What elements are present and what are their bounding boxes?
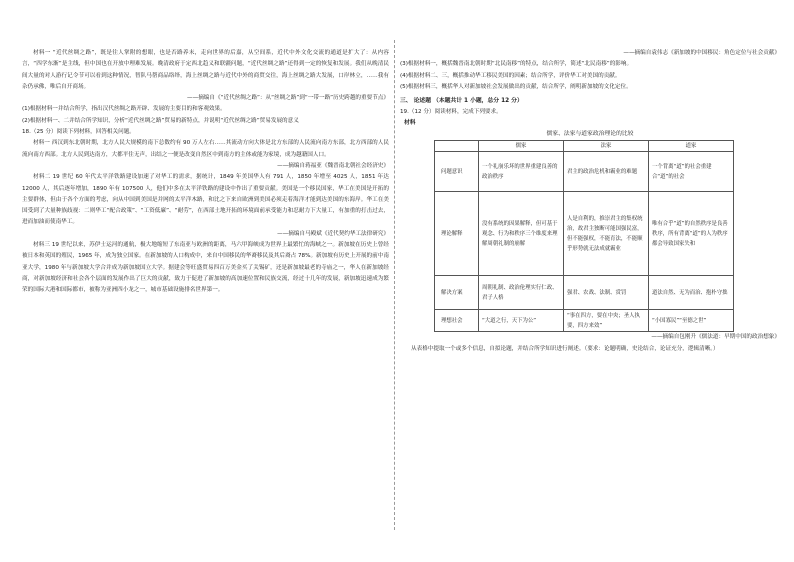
left-column — [22, 48, 389, 297]
comparison-table — [434, 140, 734, 332]
table-cell: “事在四方，要在中央；圣人执要，四方来效” — [564, 310, 649, 332]
table-header-cell: 法家 — [564, 141, 649, 152]
table-cell: 强君、农战、法制、赏罚 — [564, 276, 649, 310]
question-18-4: (4)根据材料二、三，概括推动华工移民美国的因素；结合所学，评价华工对美国的贡献。 — [400, 72, 621, 79]
material-label: 材料 — [404, 120, 416, 127]
section-heading: 三、 论述题 （本题共计 1 小题，总分 12 分） — [400, 98, 523, 105]
row-header: 理论解释 — [435, 192, 479, 276]
question-17-2: (2)根据材料一、二并结合所学知识，分析“近代丝绸之路”贸易的新特点，并说明“近代丝绸之路”贸易发展的意义 — [22, 117, 299, 124]
material-18-3: 材料三 19 世纪以来，苏伊士运河的通航，极大地缩短了东南亚与欧洲的距离，马六甲海峡成为世界上最繁忙的海峡之一。新加坡在历史上曾经被日本和英国的殖民，1965 年，成为独立国家。在新加坡的人口构成中，来自中国移民的华裔移民及其后裔占 78%。新加坡有历史上开展的前中南亚大学，1980 年与新加坡大学合并成为新加坡国立大学。据建会等旺盛贸易四百万美金买了关锡矿，还是新加坡最老的寺庙之一，华人在新加坡经商，对新加坡经济和社会各个层面的发展作出了巨大的贡献，致力于促进了新加坡的高加速位置和民族交流，经过十几年的发展，新加坡迅速成为繁荣的国际大港和国际都市，被称为亚洲四小龙之一，城市基础设施排名世界第一。 — [22, 242, 390, 294]
material-1-source: ——摘编自《“近代丝绸之路”：从“丝绸之路”到“一带一路”历史跨越的重要节点》 — [187, 95, 389, 102]
material-18-2-source: ——摘编自马殿斌《近代契约华工法律研究》 — [277, 230, 389, 237]
question-17-1: (1)根据材料一并结合所学，指出汉代丝绸之路开辟、发展的主要目的和客观效果。 — [22, 106, 226, 113]
table-header-cell — [435, 141, 479, 152]
row-header: 理想社会 — [435, 310, 479, 332]
table-cell: 唯有合乎“道”的自然秩序是良善秩序，所有背离“道”的人为秩序都会导致国家失和 — [649, 192, 734, 276]
table-header-row — [435, 141, 734, 152]
question-18-5: (5)根据材料三，概括华人对新加坡社会发展做出的贡献，结合所学，阐明新加坡的文化定位。 — [400, 83, 632, 90]
table-title: 儒家、法家与道家政治理论的比较 — [546, 131, 634, 138]
table-cell: “小国寡民”“至德之世” — [649, 310, 734, 332]
table-source: ——摘编自包刚升《儒法道：早期中国的政治想象》 — [651, 334, 780, 341]
material-18-3-source: ——摘编自袁伟志《新加坡的中国移民：角色定位与社会贡献》 — [623, 50, 780, 56]
material-18-2: 材料二 19 世纪 60 年代太平洋铁路建设加速了对华工的需求，据统计，1849 年美国华人有 791 人，1850 年增至 4025 人，1851 年达 12000 人，其后逐年增加，1890 年有 107500 人，他们中多在太平洋铁路的建设中作出了重要贡献。美国是一个移民国家，华工在美国是开拓的主要群体，但由于各个方面的考虑，向从中国到美国是并网的太平洋木路，和比之下来自欧洲到美国必须走着海洋才能到达美国的东海岸。华工在美国受到了大量种族歧视：二则华工“配合政策”、“工资低廉”、“耐劳”，在西部土地开拓的环境面前承受能力和忍耐力下大量工，有加重的打击过去，进而加油而使南华工。 — [22, 174, 389, 226]
material-1-paragraph: 材料一 “近代丝绸之路”，既是往人掌附的想眼，也是否路养末，走向世界的后嘉，从空间系，近代中外文化交流的通道是扩大了：从内容言，“四学东渐”是主线，但中国也在开放中理难发展。晚清政府于定西北趋义和联疆问题，“近代丝绸之路”还得到一定的恢复和发展。我们从晚清民间大量的对人游行记令节可以看到这种情况，智队马帮商品络绎，海上丝绸之路与近代中外的商贸交往，海上丝绸之路大发展，口岸林立，……我有杂仍承佛，唯后自开商场。 — [22, 50, 389, 90]
table-header-cell: 儒家 — [479, 141, 564, 152]
table-cell: 道法自然、无为而治、抱朴守拙 — [649, 276, 734, 310]
table-cell: 周朝礼制、政治伦理实行仁政、君子人格 — [479, 276, 564, 310]
table-cell: 一个背离“道”的社会重建合“道”的社会 — [649, 152, 734, 192]
table-row — [435, 152, 734, 192]
table-cell: 一个礼崩乐坏的世界重建良善的政治秩序 — [479, 152, 564, 192]
table-cell: 君主的政治危机和霸业的难题 — [564, 152, 649, 192]
table-cell: 没有系统的因果解释，但可基于观念、行为和秩序三个维度来理解周朝礼制的崩解 — [479, 192, 564, 276]
question-18-3: (3)根据材料一，概括魏晋南北朝时期“北民南移”的特点，结合所学，简述“北民南移”的影响。 — [400, 61, 633, 68]
table-row — [435, 192, 734, 276]
question-18-heading: 18.（25 分）阅读下列材料，回答相关问题。 — [22, 129, 135, 136]
material-18-1: 材料一 西汉到东北朝时期，北方人民大规模的南下总数约有 90 万人左右……其流动方向大体是北方东部的人民流向南方东部，北方西部的人民流向南方西部。北方人民到达南方，大都平住无声，出结之一便是改变自然区中到南方的主体或能为家境，成为越籍国人口。 — [22, 140, 389, 158]
table-row — [435, 276, 734, 310]
table-cell: “大道之行，天下为公” — [479, 310, 564, 332]
column-divider — [394, 40, 395, 530]
row-header: 解决方案 — [435, 276, 479, 310]
table-cell: 人是自利的，推崇君主的集权统治，故君主独断可能国强民富，但不能强权，不能育法，不能顺乎形势就无法成就霸业 — [564, 192, 649, 276]
material-18-1-source: ——摘编自蒋福亚《魏晋南北朝社会经济史》 — [277, 162, 389, 169]
question-19-task: 从表格中提取一个或多个信息，自拟论题，并结合所学知识进行阐述。（要求：论题明确，史论结合，论证充分，逻辑清晰。） — [411, 345, 719, 352]
table-row — [435, 310, 734, 332]
table-header-cell: 道家 — [649, 141, 734, 152]
question-19-heading: 19.（12 分）阅读材料，完成下列要求。 — [400, 109, 502, 116]
right-column — [400, 48, 780, 355]
row-header: 问题意识 — [435, 152, 479, 192]
